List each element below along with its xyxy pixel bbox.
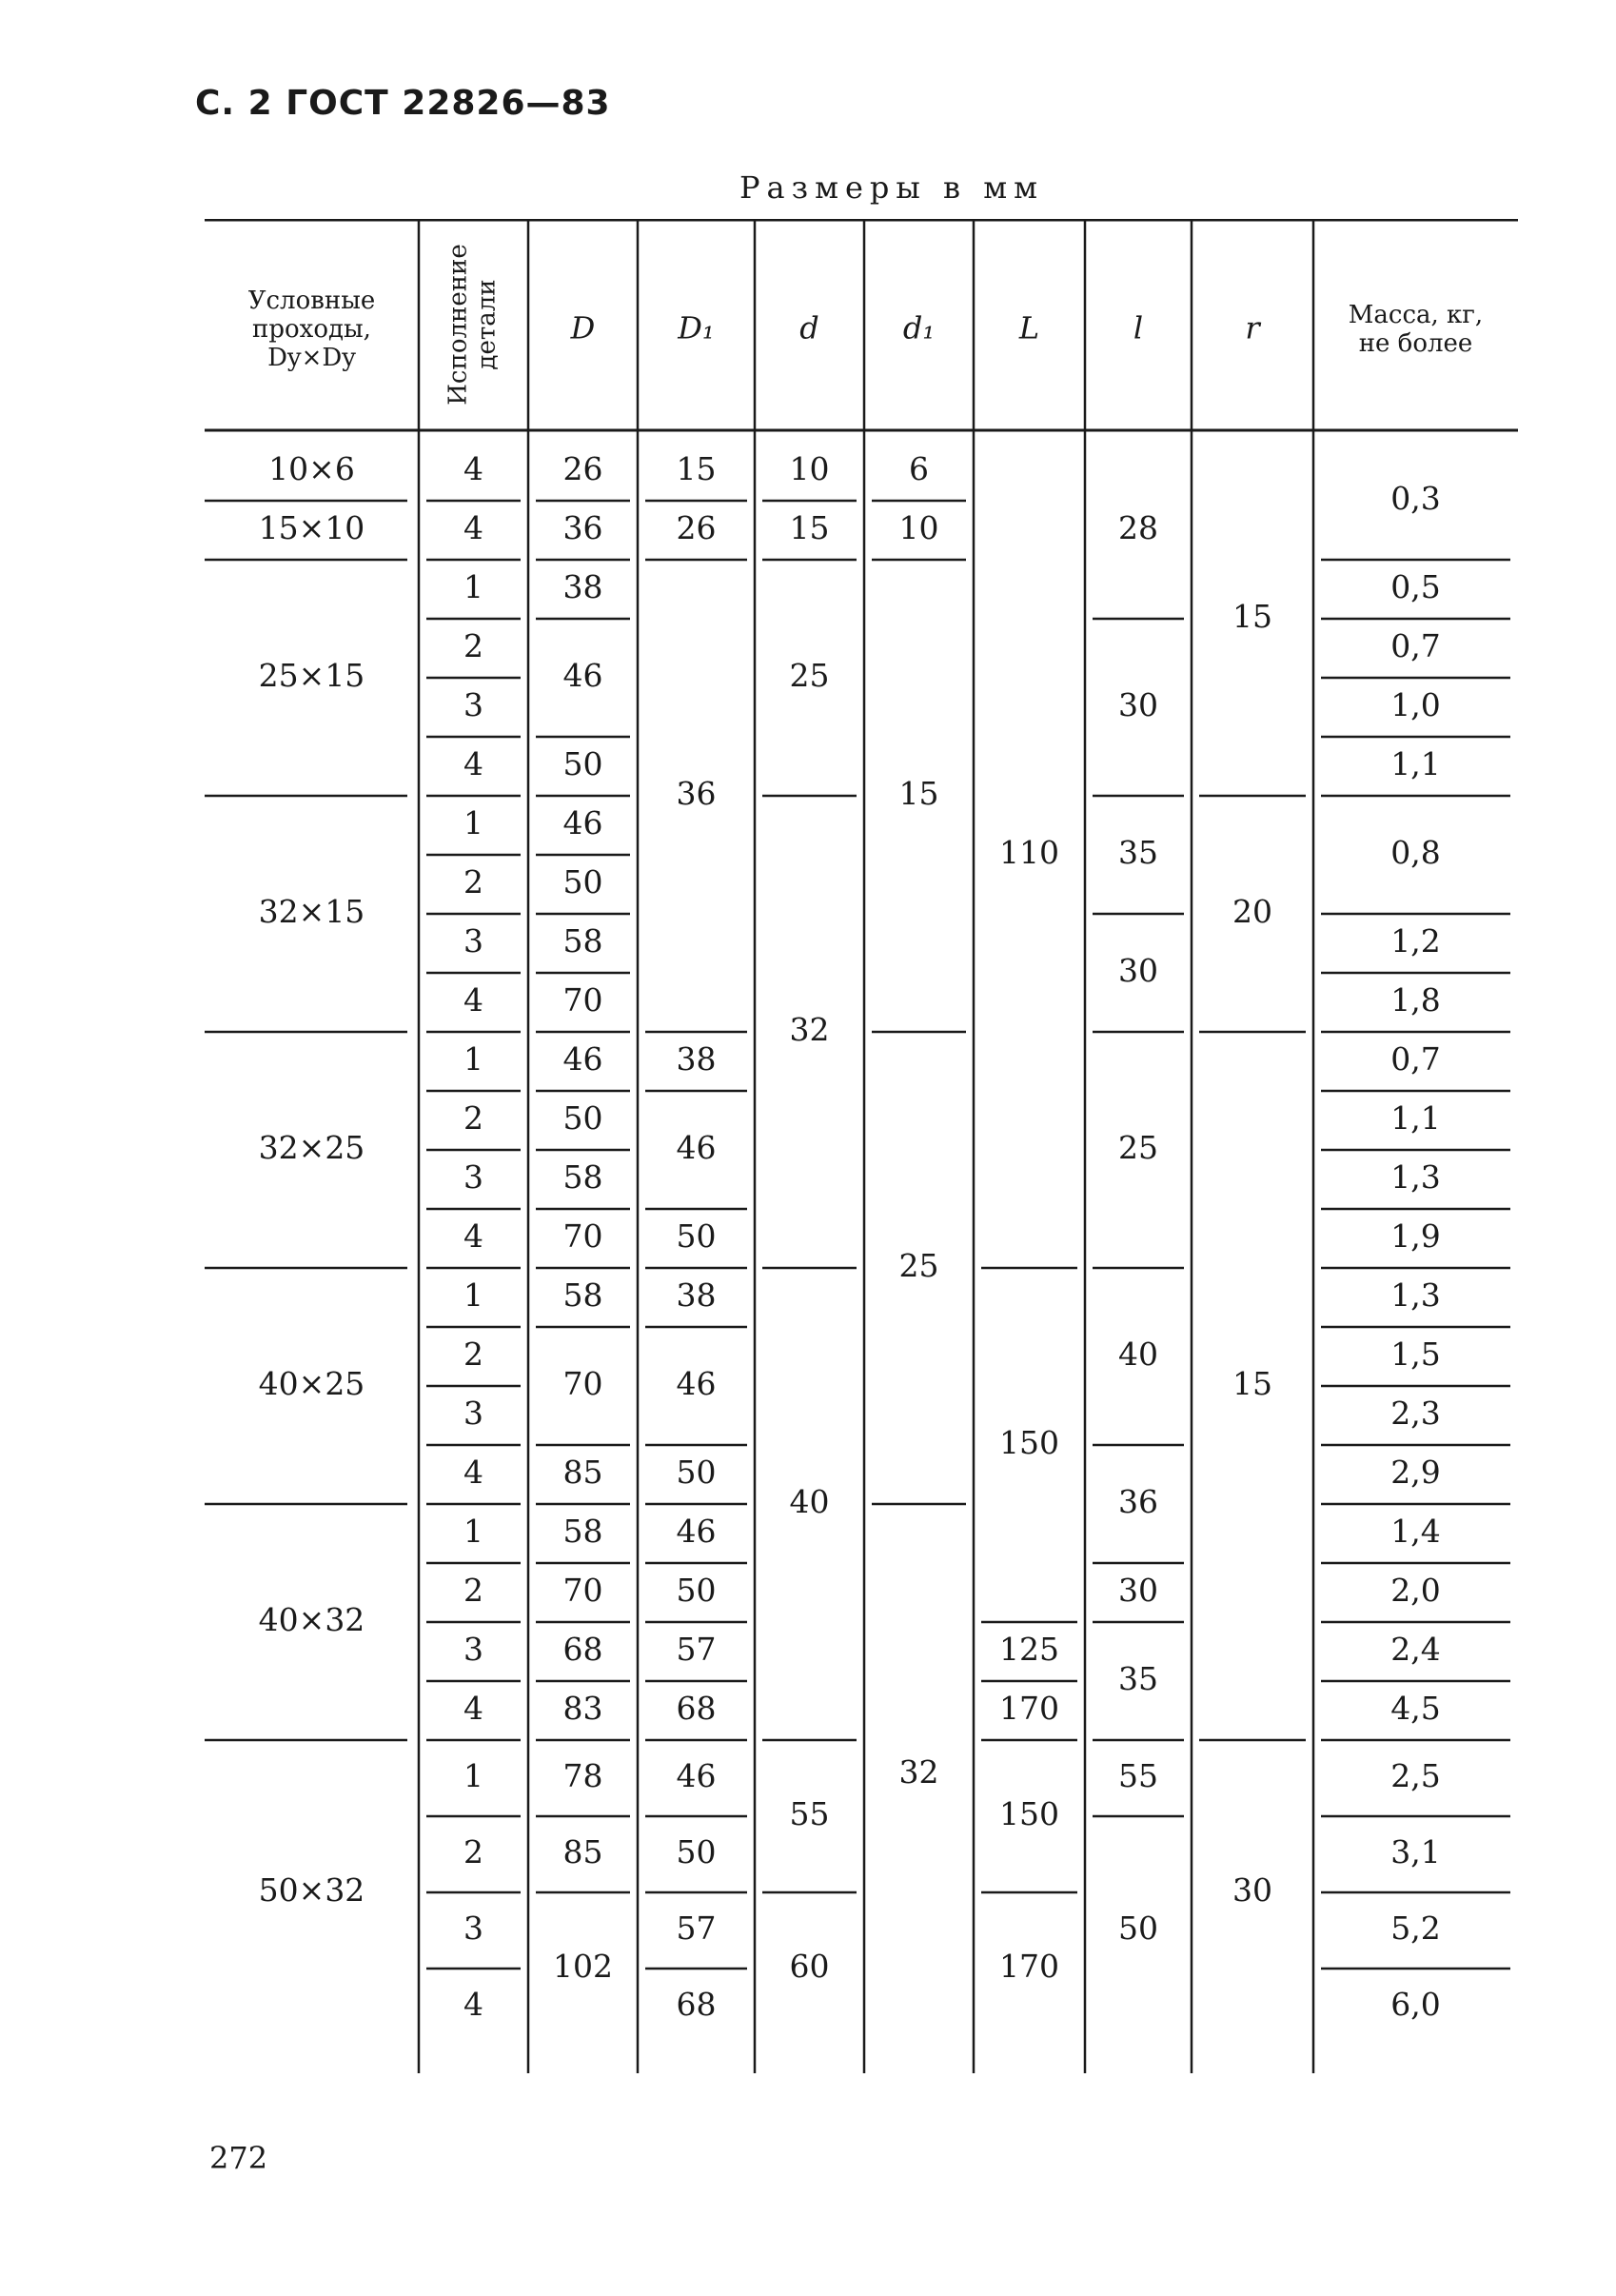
mass-cell: 1,0 (1390, 686, 1441, 723)
d1-cell: 15 (898, 775, 939, 812)
variant-cell: 1 (463, 1040, 483, 1078)
D-cell: 68 (562, 1631, 603, 1668)
l-cell: 30 (1118, 686, 1158, 723)
variant-cell: 3 (463, 1910, 483, 1947)
D-cell: 70 (562, 1365, 603, 1402)
column-header-line: d₁ (902, 309, 936, 346)
d-cell: 15 (789, 509, 830, 546)
D1-cell: 46 (676, 1365, 717, 1402)
variant-cell: 1 (463, 1757, 483, 1794)
l-cell: 40 (1118, 1336, 1158, 1373)
column-header-line: D₁ (678, 309, 715, 346)
D-cell: 83 (562, 1690, 603, 1727)
column-header-line: Dy×Dy (267, 344, 356, 372)
d-cell: 55 (789, 1795, 830, 1832)
L-cell: 150 (999, 1424, 1059, 1461)
D1-cell: 57 (676, 1631, 717, 1668)
L-cell: 125 (999, 1631, 1059, 1668)
d1-cell: 6 (909, 450, 929, 487)
dimensions-table (205, 219, 1547, 2127)
column-header-line: D (570, 309, 596, 346)
nominal-size-cell: 10×6 (268, 450, 355, 487)
D-cell: 85 (562, 1454, 603, 1491)
variant-cell: 1 (463, 568, 483, 605)
mass-cell: 2,3 (1390, 1395, 1441, 1432)
nominal-size-cell: 25×15 (258, 657, 365, 694)
D1-cell: 38 (676, 1040, 717, 1078)
D-cell: 46 (562, 657, 603, 694)
mass-cell: 1,8 (1390, 981, 1441, 1019)
mass-cell: 1,4 (1390, 1513, 1441, 1550)
r-cell: 15 (1232, 1365, 1272, 1402)
l-cell: 50 (1118, 1910, 1158, 1947)
mass-cell: 1,3 (1390, 1158, 1441, 1196)
column-header-variant (444, 244, 502, 406)
D1-cell: 50 (676, 1454, 717, 1491)
variant-cell: 3 (463, 686, 483, 723)
mass-cell: 0,7 (1390, 1040, 1441, 1078)
column-header-line: Масса, кг, (1348, 301, 1484, 329)
mass-cell: 2,5 (1390, 1757, 1441, 1794)
r-cell: 30 (1232, 1871, 1272, 1909)
l-cell: 36 (1118, 1483, 1158, 1520)
D-cell: 50 (562, 1099, 603, 1137)
D1-cell: 50 (676, 1572, 717, 1609)
l-cell: 55 (1118, 1757, 1158, 1794)
mass-cell: 1,1 (1390, 745, 1441, 782)
D-cell: 46 (562, 1040, 603, 1078)
variant-cell: 4 (463, 745, 483, 782)
d-cell: 32 (789, 1011, 830, 1048)
L-cell: 170 (999, 1690, 1059, 1727)
l-cell: 30 (1118, 1572, 1158, 1609)
variant-cell: 3 (463, 922, 483, 960)
variant-cell: 2 (463, 627, 483, 664)
D-cell: 50 (562, 745, 603, 782)
variant-cell: 4 (463, 1217, 483, 1255)
r-cell: 20 (1232, 893, 1272, 930)
variant-cell: 1 (463, 1513, 483, 1550)
d1-cell: 32 (898, 1753, 939, 1791)
nominal-size-cell: 32×25 (258, 1129, 365, 1166)
l-cell: 35 (1118, 1660, 1158, 1697)
D-cell: 58 (562, 922, 603, 960)
L-cell: 150 (999, 1795, 1059, 1832)
nominal-size-cell: 40×25 (258, 1365, 365, 1402)
nominal-size-cell: 50×32 (258, 1871, 365, 1909)
d1-cell: 25 (898, 1247, 939, 1284)
mass-cell: 0,8 (1390, 834, 1441, 871)
mass-cell: 3,1 (1390, 1833, 1441, 1870)
dimensions-table-svg (205, 219, 1547, 2123)
mass-cell: 5,2 (1390, 1910, 1441, 1947)
D-cell: 50 (562, 863, 603, 901)
D1-cell: 50 (676, 1833, 717, 1870)
mass-cell: 6,0 (1390, 1986, 1441, 2023)
D1-cell: 50 (676, 1217, 717, 1255)
D-cell: 58 (562, 1513, 603, 1550)
d-cell: 60 (789, 1948, 830, 1985)
mass-cell: 1,3 (1390, 1277, 1441, 1314)
variant-cell: 3 (463, 1631, 483, 1668)
l-cell: 28 (1118, 509, 1158, 546)
column-header-line: d (799, 309, 819, 346)
r-cell: 15 (1232, 598, 1272, 635)
d1-cell: 10 (898, 509, 939, 546)
mass-cell: 0,7 (1390, 627, 1441, 664)
D-cell: 102 (553, 1948, 613, 1985)
variant-cell: 2 (463, 1099, 483, 1137)
D-cell: 78 (562, 1757, 603, 1794)
mass-cell: 1,5 (1390, 1336, 1441, 1373)
D1-cell: 68 (676, 1690, 717, 1727)
units-caption-text: Размеры в мм (739, 169, 1044, 206)
column-header-line: Условные (247, 287, 376, 315)
column-header-line: l (1133, 309, 1144, 346)
variant-cell: 4 (463, 981, 483, 1019)
D-cell: 38 (562, 568, 603, 605)
d-cell: 10 (789, 450, 830, 487)
D1-cell: 46 (676, 1513, 717, 1550)
D1-cell: 26 (676, 509, 717, 546)
variant-cell: 2 (463, 1833, 483, 1870)
D-cell: 70 (562, 981, 603, 1019)
variant-cell: 1 (463, 1277, 483, 1314)
variant-cell: 1 (463, 804, 483, 841)
variant-cell: 2 (463, 863, 483, 901)
nominal-size-cell: 40×32 (258, 1601, 365, 1638)
l-cell: 30 (1118, 952, 1158, 989)
D1-cell: 36 (676, 775, 717, 812)
D1-cell: 46 (676, 1129, 717, 1166)
mass-cell: 0,5 (1390, 568, 1441, 605)
mass-cell: 4,5 (1390, 1690, 1441, 1727)
column-header-line: Исполнение (443, 244, 473, 406)
l-cell: 35 (1118, 834, 1158, 871)
variant-cell: 3 (463, 1158, 483, 1196)
D-cell: 36 (562, 509, 603, 546)
D1-cell: 46 (676, 1757, 717, 1794)
document-header: С. 2 ГОСТ 22826—83 (195, 84, 611, 123)
D-cell: 26 (562, 450, 603, 487)
variant-cell: 4 (463, 450, 483, 487)
column-header-line: проходы, (252, 315, 371, 344)
mass-cell: 1,1 (1390, 1099, 1441, 1137)
D-cell: 58 (562, 1158, 603, 1196)
D-cell: 58 (562, 1277, 603, 1314)
D-cell: 85 (562, 1833, 603, 1870)
column-header-line: не более (1358, 329, 1473, 358)
d-cell: 40 (789, 1483, 830, 1520)
mass-cell: 0,3 (1390, 480, 1441, 517)
mass-cell: 2,4 (1390, 1631, 1441, 1668)
D1-cell: 38 (676, 1277, 717, 1314)
variant-cell: 3 (463, 1395, 483, 1432)
page-number: 272 (209, 2140, 268, 2176)
column-header-line: r (1245, 309, 1260, 346)
column-header-line: L (1018, 309, 1040, 346)
mass-cell: 1,9 (1390, 1217, 1441, 1255)
D-cell: 46 (562, 804, 603, 841)
variant-cell: 2 (463, 1572, 483, 1609)
D1-cell: 68 (676, 1986, 717, 2023)
column-header-line: детали (472, 279, 502, 370)
D-cell: 70 (562, 1217, 603, 1255)
variant-cell: 4 (463, 509, 483, 546)
D-cell: 70 (562, 1572, 603, 1609)
mass-cell: 1,2 (1390, 922, 1441, 960)
nominal-size-cell: 15×10 (258, 509, 365, 546)
D1-cell: 57 (676, 1910, 717, 1947)
D1-cell: 15 (676, 450, 717, 487)
nominal-size-cell: 32×15 (258, 893, 365, 930)
variant-cell: 2 (463, 1336, 483, 1373)
variant-cell: 4 (463, 1690, 483, 1727)
L-cell: 110 (999, 834, 1059, 871)
units-caption (0, 169, 1616, 206)
variant-cell: 4 (463, 1454, 483, 1491)
L-cell: 170 (999, 1948, 1059, 1985)
l-cell: 25 (1118, 1129, 1158, 1166)
variant-cell: 4 (463, 1986, 483, 2023)
mass-cell: 2,0 (1390, 1572, 1441, 1609)
mass-cell: 2,9 (1390, 1454, 1441, 1491)
d-cell: 25 (789, 657, 830, 694)
